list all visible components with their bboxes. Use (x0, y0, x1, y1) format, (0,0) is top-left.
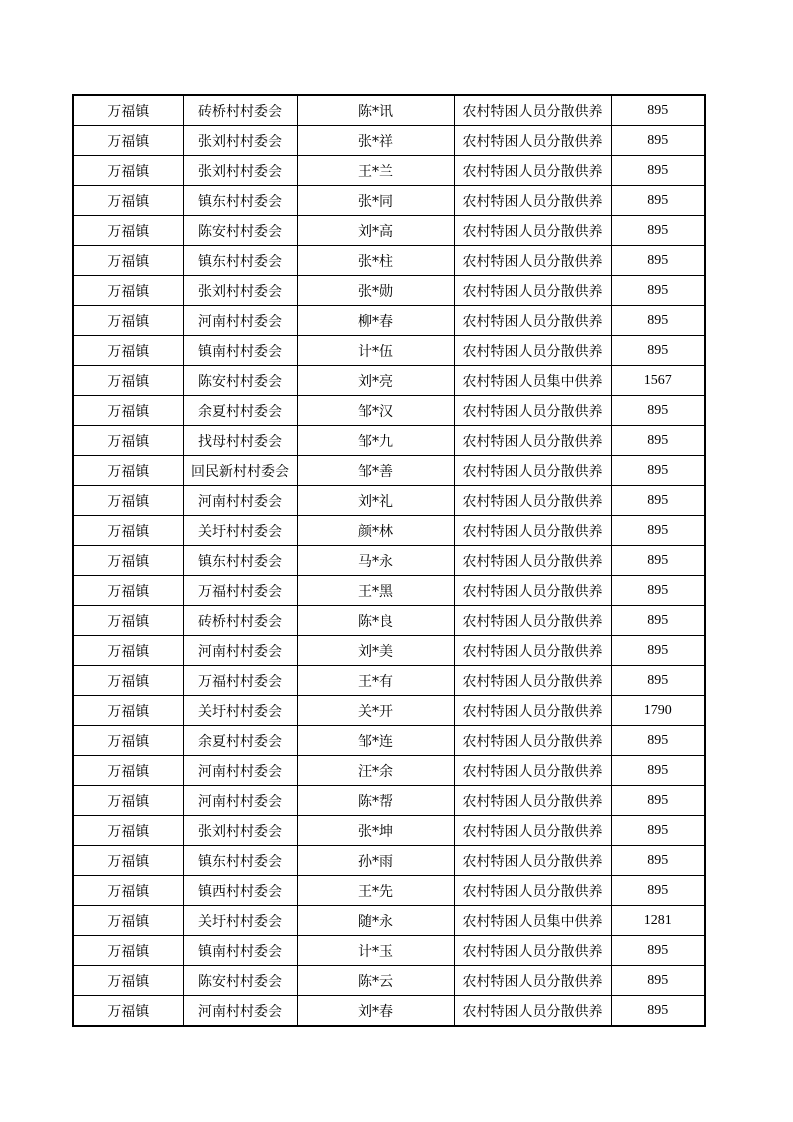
name-cell: 刘*美 (297, 636, 454, 666)
town-cell: 万福镇 (73, 816, 183, 846)
table-row (73, 156, 705, 186)
town-cell: 万福镇 (73, 306, 183, 336)
amount-cell: 895 (611, 606, 705, 636)
category-cell: 农村特困人员分散供养 (454, 95, 611, 126)
name-cell: 马*永 (297, 546, 454, 576)
amount-cell: 895 (611, 186, 705, 216)
category-cell: 农村特困人员分散供养 (454, 996, 611, 1027)
table-row (73, 336, 705, 366)
amount-cell: 1567 (611, 366, 705, 396)
name-cell: 王*先 (297, 876, 454, 906)
village-cell: 陈安村村委会 (183, 366, 297, 396)
town-cell: 万福镇 (73, 156, 183, 186)
category-cell: 农村特困人员分散供养 (454, 756, 611, 786)
town-cell: 万福镇 (73, 996, 183, 1027)
village-cell: 河南村村委会 (183, 786, 297, 816)
village-cell: 镇西村村委会 (183, 876, 297, 906)
table-row (73, 276, 705, 306)
category-cell: 农村特困人员分散供养 (454, 546, 611, 576)
name-cell: 王*黑 (297, 576, 454, 606)
table-row (73, 366, 705, 396)
amount-cell: 895 (611, 846, 705, 876)
category-cell: 农村特困人员集中供养 (454, 366, 611, 396)
name-cell: 邹*九 (297, 426, 454, 456)
village-cell: 镇东村村委会 (183, 846, 297, 876)
name-cell: 张*坤 (297, 816, 454, 846)
table-row (73, 876, 705, 906)
village-cell: 张刘村村委会 (183, 276, 297, 306)
amount-cell: 895 (611, 246, 705, 276)
category-cell: 农村特困人员分散供养 (454, 396, 611, 426)
name-cell: 刘*礼 (297, 486, 454, 516)
amount-cell: 895 (611, 456, 705, 486)
village-cell: 余夏村村委会 (183, 726, 297, 756)
table-row (73, 486, 705, 516)
name-cell: 陈*帮 (297, 786, 454, 816)
name-cell: 张*同 (297, 186, 454, 216)
name-cell: 孙*雨 (297, 846, 454, 876)
name-cell: 计*玉 (297, 936, 454, 966)
table-row (73, 636, 705, 666)
town-cell: 万福镇 (73, 516, 183, 546)
town-cell: 万福镇 (73, 366, 183, 396)
category-cell: 农村特困人员分散供养 (454, 576, 611, 606)
amount-cell: 895 (611, 756, 705, 786)
village-cell: 关圩村村委会 (183, 696, 297, 726)
table-row (73, 936, 705, 966)
category-cell: 农村特困人员分散供养 (454, 306, 611, 336)
town-cell: 万福镇 (73, 246, 183, 276)
amount-cell: 1790 (611, 696, 705, 726)
town-cell: 万福镇 (73, 186, 183, 216)
category-cell: 农村特困人员分散供养 (454, 936, 611, 966)
table-row (73, 696, 705, 726)
village-cell: 回民新村村委会 (183, 456, 297, 486)
name-cell: 陈*良 (297, 606, 454, 636)
category-cell: 农村特困人员分散供养 (454, 696, 611, 726)
town-cell: 万福镇 (73, 95, 183, 126)
village-cell: 河南村村委会 (183, 306, 297, 336)
amount-cell: 895 (611, 336, 705, 366)
table-row (73, 756, 705, 786)
category-cell: 农村特困人员分散供养 (454, 786, 611, 816)
category-cell: 农村特困人员分散供养 (454, 516, 611, 546)
name-cell: 刘*春 (297, 996, 454, 1027)
amount-cell: 895 (611, 666, 705, 696)
amount-cell: 895 (611, 306, 705, 336)
table-row (73, 906, 705, 936)
amount-cell: 895 (611, 996, 705, 1027)
category-cell: 农村特困人员分散供养 (454, 966, 611, 996)
category-cell: 农村特困人员分散供养 (454, 666, 611, 696)
village-cell: 河南村村委会 (183, 636, 297, 666)
category-cell: 农村特困人员分散供养 (454, 726, 611, 756)
table-row (73, 726, 705, 756)
amount-cell: 895 (611, 216, 705, 246)
village-cell: 镇南村村委会 (183, 936, 297, 966)
village-cell: 张刘村村委会 (183, 156, 297, 186)
table-row (73, 966, 705, 996)
amount-cell: 895 (611, 156, 705, 186)
amount-cell: 895 (611, 816, 705, 846)
village-cell: 砖桥村村委会 (183, 606, 297, 636)
village-cell: 万福村村委会 (183, 666, 297, 696)
village-cell: 河南村村委会 (183, 996, 297, 1027)
village-cell: 张刘村村委会 (183, 816, 297, 846)
table-row (73, 396, 705, 426)
village-cell: 镇东村村委会 (183, 246, 297, 276)
table-row (73, 786, 705, 816)
name-cell: 柳*春 (297, 306, 454, 336)
town-cell: 万福镇 (73, 726, 183, 756)
amount-cell: 895 (611, 546, 705, 576)
village-cell: 陈安村村委会 (183, 216, 297, 246)
table-row (73, 246, 705, 276)
town-cell: 万福镇 (73, 486, 183, 516)
amount-cell: 895 (611, 636, 705, 666)
town-cell: 万福镇 (73, 756, 183, 786)
village-cell: 余夏村村委会 (183, 396, 297, 426)
town-cell: 万福镇 (73, 966, 183, 996)
name-cell: 张*祥 (297, 126, 454, 156)
town-cell: 万福镇 (73, 546, 183, 576)
table-row (73, 426, 705, 456)
amount-cell: 895 (611, 576, 705, 606)
village-cell: 镇东村村委会 (183, 546, 297, 576)
table-row (73, 306, 705, 336)
town-cell: 万福镇 (73, 126, 183, 156)
amount-cell: 895 (611, 486, 705, 516)
amount-cell: 895 (611, 126, 705, 156)
table-row (73, 996, 705, 1027)
table-row (73, 95, 705, 126)
name-cell: 颜*林 (297, 516, 454, 546)
table-row (73, 576, 705, 606)
town-cell: 万福镇 (73, 336, 183, 366)
table-row (73, 516, 705, 546)
town-cell: 万福镇 (73, 666, 183, 696)
table-body (73, 95, 705, 1026)
town-cell: 万福镇 (73, 396, 183, 426)
beneficiary-table (72, 94, 706, 1027)
table-row (73, 816, 705, 846)
amount-cell: 895 (611, 786, 705, 816)
name-cell: 邹*汉 (297, 396, 454, 426)
town-cell: 万福镇 (73, 456, 183, 486)
category-cell: 农村特困人员分散供养 (454, 456, 611, 486)
table-row (73, 666, 705, 696)
category-cell: 农村特困人员分散供养 (454, 426, 611, 456)
name-cell: 王*有 (297, 666, 454, 696)
category-cell: 农村特困人员分散供养 (454, 816, 611, 846)
town-cell: 万福镇 (73, 906, 183, 936)
amount-cell: 895 (611, 726, 705, 756)
amount-cell: 895 (611, 936, 705, 966)
name-cell: 刘*亮 (297, 366, 454, 396)
town-cell: 万福镇 (73, 276, 183, 306)
name-cell: 汪*余 (297, 756, 454, 786)
town-cell: 万福镇 (73, 576, 183, 606)
table-row (73, 216, 705, 246)
town-cell: 万福镇 (73, 696, 183, 726)
amount-cell: 895 (611, 95, 705, 126)
category-cell: 农村特困人员分散供养 (454, 846, 611, 876)
name-cell: 王*兰 (297, 156, 454, 186)
category-cell: 农村特困人员分散供养 (454, 606, 611, 636)
name-cell: 邹*连 (297, 726, 454, 756)
category-cell: 农村特困人员分散供养 (454, 186, 611, 216)
category-cell: 农村特困人员分散供养 (454, 216, 611, 246)
town-cell: 万福镇 (73, 426, 183, 456)
name-cell: 关*开 (297, 696, 454, 726)
village-cell: 关圩村村委会 (183, 516, 297, 546)
name-cell: 刘*高 (297, 216, 454, 246)
name-cell: 随*永 (297, 906, 454, 936)
table-row (73, 186, 705, 216)
name-cell: 邹*善 (297, 456, 454, 486)
table-row (73, 546, 705, 576)
category-cell: 农村特困人员分散供养 (454, 156, 611, 186)
village-cell: 河南村村委会 (183, 756, 297, 786)
amount-cell: 895 (611, 516, 705, 546)
table-row (73, 606, 705, 636)
amount-cell: 895 (611, 276, 705, 306)
category-cell: 农村特困人员分散供养 (454, 876, 611, 906)
town-cell: 万福镇 (73, 846, 183, 876)
category-cell: 农村特困人员分散供养 (454, 246, 611, 276)
name-cell: 计*伍 (297, 336, 454, 366)
village-cell: 陈安村村委会 (183, 966, 297, 996)
village-cell: 镇南村村委会 (183, 336, 297, 366)
village-cell: 镇东村村委会 (183, 186, 297, 216)
village-cell: 找母村村委会 (183, 426, 297, 456)
village-cell: 关圩村村委会 (183, 906, 297, 936)
amount-cell: 895 (611, 876, 705, 906)
name-cell: 陈*云 (297, 966, 454, 996)
table-row (73, 126, 705, 156)
amount-cell: 895 (611, 426, 705, 456)
table-row (73, 846, 705, 876)
town-cell: 万福镇 (73, 786, 183, 816)
category-cell: 农村特困人员集中供养 (454, 906, 611, 936)
category-cell: 农村特困人员分散供养 (454, 636, 611, 666)
town-cell: 万福镇 (73, 636, 183, 666)
table-row (73, 456, 705, 486)
town-cell: 万福镇 (73, 936, 183, 966)
village-cell: 张刘村村委会 (183, 126, 297, 156)
category-cell: 农村特困人员分散供养 (454, 126, 611, 156)
category-cell: 农村特困人员分散供养 (454, 276, 611, 306)
amount-cell: 895 (611, 396, 705, 426)
village-cell: 砖桥村村委会 (183, 95, 297, 126)
name-cell: 张*柱 (297, 246, 454, 276)
town-cell: 万福镇 (73, 876, 183, 906)
village-cell: 万福村村委会 (183, 576, 297, 606)
village-cell: 河南村村委会 (183, 486, 297, 516)
name-cell: 陈*讯 (297, 95, 454, 126)
amount-cell: 1281 (611, 906, 705, 936)
town-cell: 万福镇 (73, 606, 183, 636)
amount-cell: 895 (611, 966, 705, 996)
name-cell: 张*勋 (297, 276, 454, 306)
category-cell: 农村特困人员分散供养 (454, 336, 611, 366)
category-cell: 农村特困人员分散供养 (454, 486, 611, 516)
town-cell: 万福镇 (73, 216, 183, 246)
